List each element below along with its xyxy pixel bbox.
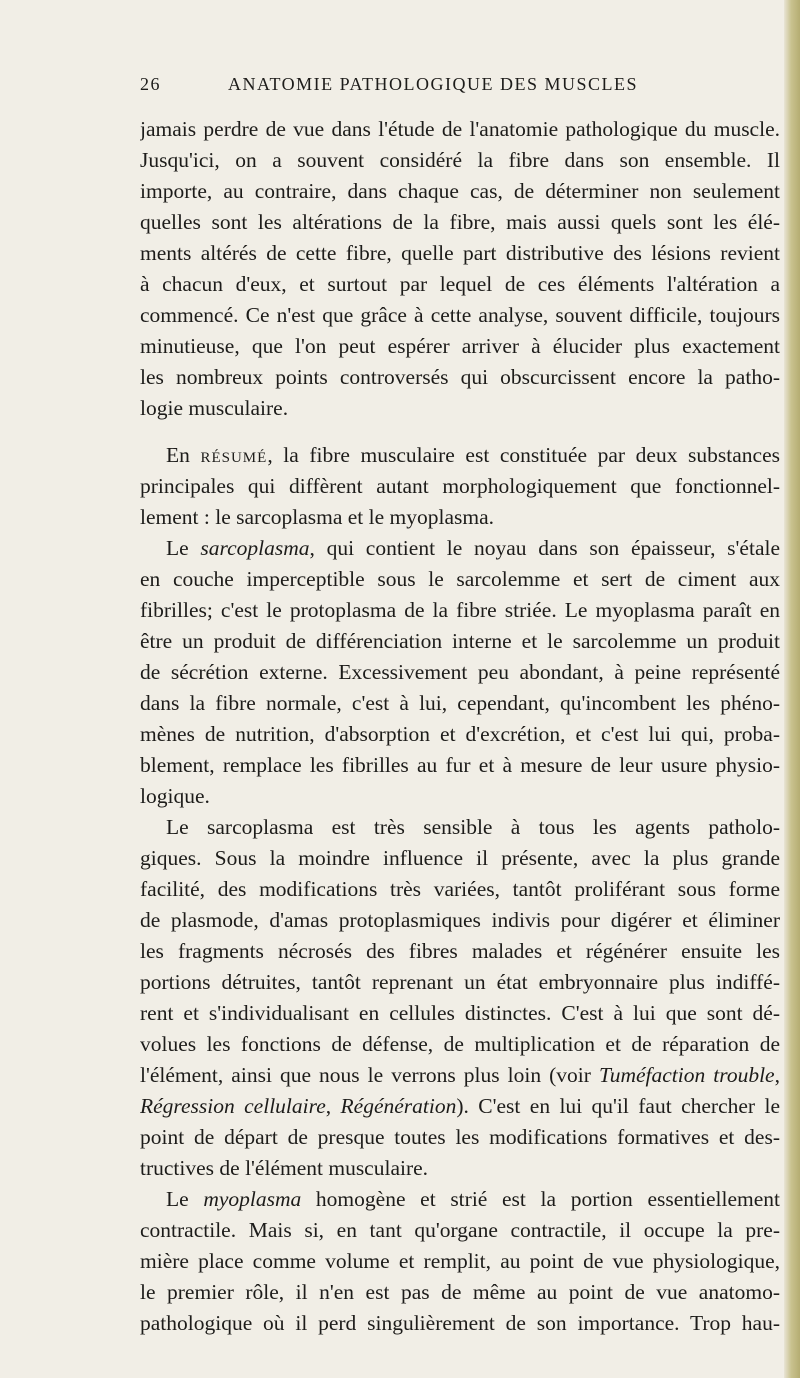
text-line: lement : le sarcoplasma et le myoplasma. bbox=[140, 505, 495, 529]
text-line: de plasmode, d'amas protoplasmiques indivis pour digérer et éliminer bbox=[140, 908, 780, 932]
running-head-title: ANATOMIE PATHOLOGIQUE DES MUSCLES bbox=[228, 74, 639, 94]
paragraph bbox=[140, 440, 780, 533]
small-caps-term: résumé bbox=[200, 443, 268, 467]
italic-term: Régression cellulaire bbox=[140, 1094, 326, 1118]
text-line: les nombreux points controversés qui obscurcissent encore la patho- bbox=[140, 365, 780, 389]
text-line: dans la fibre normale, c'est à lui, cependant, qu'incombent les phéno- bbox=[140, 691, 780, 715]
text-line: logie musculaire. bbox=[140, 396, 289, 420]
italic-term: Régénération bbox=[340, 1094, 457, 1118]
text-line: mière place comme volume et remplit, au point de vue physiologique, bbox=[140, 1249, 780, 1273]
italic-term: sarcoplasma bbox=[200, 536, 310, 560]
text-line: Régression cellulaire, Régénération). C'est en lui qu'il faut chercher le bbox=[140, 1094, 780, 1118]
paragraph-gap bbox=[140, 424, 780, 440]
text-line: minutieuse, que l'on peut espérer arriver à élucider plus exactement bbox=[140, 334, 780, 358]
text-line: facilité, des modifications très variées, tantôt proliférant sous forme bbox=[140, 877, 780, 901]
paragraph bbox=[140, 114, 780, 424]
text-line: Le myoplasma homogène et strié est la portion essentiellement bbox=[166, 1187, 780, 1211]
paragraph bbox=[140, 812, 780, 1184]
text-line: fibrilles; c'est le protoplasma de la fibre striée. Le myoplasma paraît en bbox=[140, 598, 780, 622]
text-line: quelles sont les altérations de la fibre, mais aussi quels sont les élé- bbox=[140, 210, 780, 234]
text-line: Jusqu'ici, on a souvent considéré la fibre dans son ensemble. Il bbox=[140, 148, 780, 172]
text-line: pathologique où il perd singulièrement de son importance. Trop hau- bbox=[140, 1311, 780, 1335]
text-line: blement, remplace les fibrilles au fur et à mesure de leur usure physio- bbox=[140, 753, 780, 777]
text-line: contractile. Mais si, en tant qu'organe contractile, il occupe la pre- bbox=[140, 1218, 780, 1242]
text-line: En résumé, la fibre musculaire est constituée par deux substances bbox=[166, 443, 780, 467]
text-line: giques. Sous la moindre influence il présente, avec la plus grande bbox=[140, 846, 780, 870]
text-line: tructives de l'élément musculaire. bbox=[140, 1156, 429, 1180]
text-line: Le sarcoplasma est très sensible à tous les agents patholo- bbox=[166, 815, 780, 839]
page-number: 26 bbox=[140, 74, 161, 94]
text-line: ments altérés de cette fibre, quelle part distributive des lésions revient bbox=[140, 241, 780, 265]
text-line: en couche imperceptible sous le sarcolemme et sert de ciment aux bbox=[140, 567, 780, 591]
text-line: les fragments nécrosés des fibres malades et régénérer ensuite les bbox=[140, 939, 780, 963]
text-line: l'élément, ainsi que nous le verrons plus loin (voir Tuméfaction trouble, bbox=[140, 1063, 780, 1087]
text-line: mènes de nutrition, d'absorption et d'excrétion, et c'est lui qui, proba- bbox=[140, 722, 780, 746]
text-line: commencé. Ce n'est que grâce à cette analyse, souvent difficile, toujours bbox=[140, 303, 780, 327]
text-line: être un produit de différenciation interne et le sarcolemme un produit bbox=[140, 629, 780, 653]
italic-term: Tuméfaction trouble bbox=[598, 1063, 775, 1087]
paragraph bbox=[140, 533, 780, 812]
text-line: point de départ de presque toutes les modifications formatives et des- bbox=[140, 1125, 780, 1149]
text-line: importe, au contraire, dans chaque cas, de déterminer non seulement bbox=[140, 179, 780, 203]
body-text bbox=[140, 114, 780, 1339]
text-line: portions détruites, tantôt reprenant un état embryonnaire plus indiffé- bbox=[140, 970, 780, 994]
italic-term: myoplasma bbox=[203, 1187, 302, 1211]
text-line: volues les fonctions de défense, de multiplication et de réparation de bbox=[140, 1032, 780, 1056]
text-line: à chacun d'eux, et surtout par lequel de ces éléments l'altération a bbox=[140, 272, 780, 296]
paragraph bbox=[140, 1184, 780, 1339]
text-line: principales qui diffèrent autant morphologiquement que fonctionnel- bbox=[140, 474, 780, 498]
text-line: rent et s'individualisant en cellules distinctes. C'est à lui que sont dé- bbox=[140, 1001, 780, 1025]
text-line: de sécrétion externe. Excessivement peu abondant, à peine représenté bbox=[140, 660, 780, 684]
page-edge bbox=[784, 0, 800, 1378]
text-line: Le sarcoplasma, qui contient le noyau dans son épaisseur, s'étale bbox=[166, 536, 780, 560]
text-line: jamais perdre de vue dans l'étude de l'anatomie pathologique du muscle. bbox=[140, 117, 780, 141]
text-line: le premier rôle, il n'en est pas de même au point de vue anatomo- bbox=[140, 1280, 780, 1304]
text-line: logique. bbox=[140, 784, 210, 808]
